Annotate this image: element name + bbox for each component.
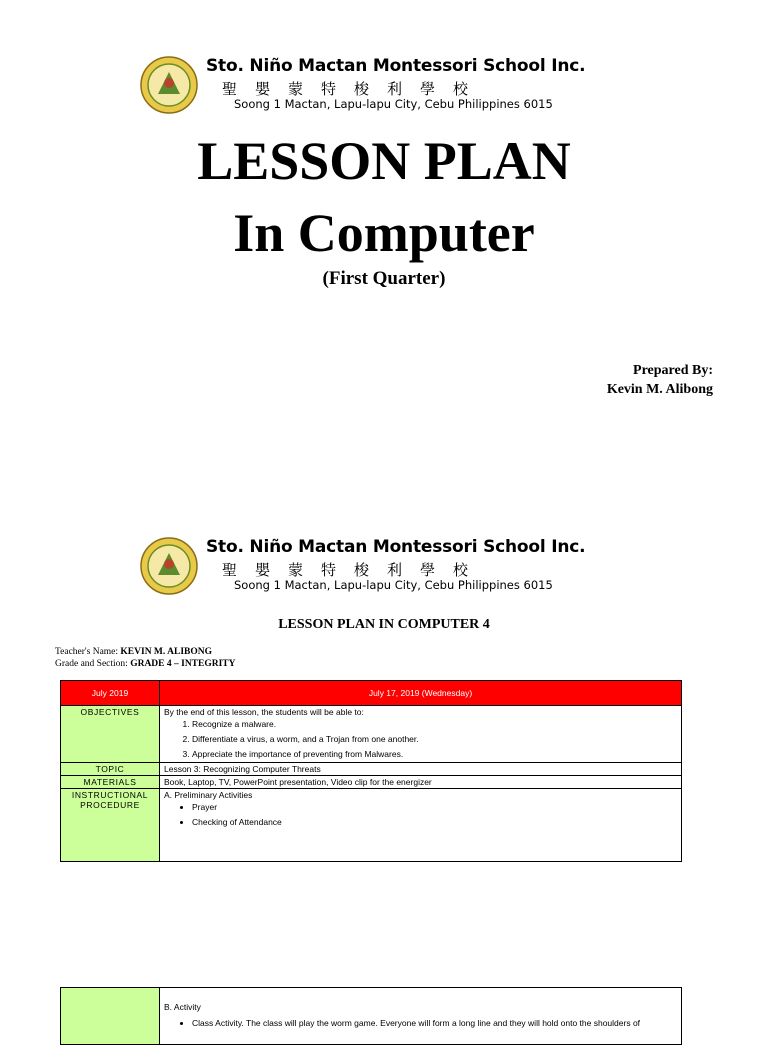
activity-item: • Class Activity. The class will play the worm game. Everyone will form a long line and they will hold onto the shoulders of: [192, 1018, 677, 1028]
procedure-item: • Prayer: [192, 802, 677, 812]
activity-label-cell: [61, 988, 160, 1045]
procedure-list: [164, 802, 677, 827]
activity-cell: [160, 988, 682, 1045]
school-header-page2: [140, 537, 640, 599]
materials-label: MATERIALS: [61, 776, 160, 789]
procedure-section: A. Preliminary Activities: [164, 790, 253, 800]
date-cell: July 17, 2019 (Wednesday): [160, 681, 682, 706]
materials-value: Book, Laptop, TV, PowerPoint presentation, Video clip for the energizer: [160, 776, 682, 789]
procedure-row: [61, 789, 682, 862]
objectives-label: OBJECTIVES: [61, 706, 160, 763]
objective-item: 2. Differentiate a virus, a worm, and a Trojan from one another.: [192, 734, 677, 744]
school-address: Soong 1 Mactan, Lapu-lapu City, Cebu Philippines 6015: [234, 97, 553, 111]
school-name-chinese: 聖嬰蒙特梭利學校: [222, 80, 487, 98]
prepared-label: Prepared By:: [633, 363, 713, 378]
procedure-label: INSTRUCTIONAL PROCEDURE: [61, 789, 160, 862]
school-header: [140, 56, 640, 118]
school-logo-icon: [140, 537, 198, 595]
objectives-cell: [160, 706, 682, 763]
school-name: Sto. Niño Mactan Montessori School Inc.: [206, 537, 586, 557]
objective-item: 3. Appreciate the importance of preventing from Malwares.: [192, 749, 677, 759]
activity-list: [164, 1018, 677, 1028]
month-cell: July 2019: [61, 681, 160, 706]
school-address: Soong 1 Mactan, Lapu-lapu City, Cebu Philippines 6015: [234, 578, 553, 592]
school-name: Sto. Niño Mactan Montessori School Inc.: [206, 56, 586, 76]
grade-label: Grade and Section:: [55, 659, 128, 669]
cover-title-line2: In Computer: [233, 203, 535, 263]
objectives-list: [164, 719, 677, 759]
objectives-intro: By the end of this lesson, the students will be able to:: [164, 707, 364, 717]
lesson-plan-table: [60, 680, 682, 862]
procedure-cell: [160, 789, 682, 862]
teacher-value: KEVIN M. ALIBONG: [120, 647, 212, 657]
cover-title-line1: LESSON PLAN: [197, 131, 571, 191]
materials-row: [61, 776, 682, 789]
school-logo-icon: [140, 56, 198, 114]
lesson-plan-table-continued: [60, 987, 682, 1045]
prepared-name: Kevin M. Alibong: [606, 382, 713, 397]
school-name-chinese: 聖嬰蒙特梭利學校: [222, 561, 487, 579]
objectives-row: [61, 706, 682, 763]
teacher-line: [55, 647, 212, 657]
activity-row: [61, 988, 682, 1045]
table-header-row: [61, 681, 682, 706]
cover-subtitle: (First Quarter): [322, 268, 446, 289]
objective-item: 1. Recognize a malware.: [192, 719, 677, 729]
topic-row: [61, 763, 682, 776]
topic-label: TOPIC: [61, 763, 160, 776]
topic-value: Lesson 3: Recognizing Computer Threats: [160, 763, 682, 776]
teacher-label: Teacher's Name:: [55, 647, 119, 657]
grade-line: [55, 659, 236, 669]
lesson-plan-heading: LESSON PLAN IN COMPUTER 4: [278, 617, 490, 632]
procedure-item: • Checking of Attendance: [192, 817, 677, 827]
grade-value: GRADE 4 – INTEGRITY: [130, 659, 236, 669]
prepared-by: [607, 361, 713, 399]
activity-heading: B. Activity: [164, 1002, 201, 1012]
